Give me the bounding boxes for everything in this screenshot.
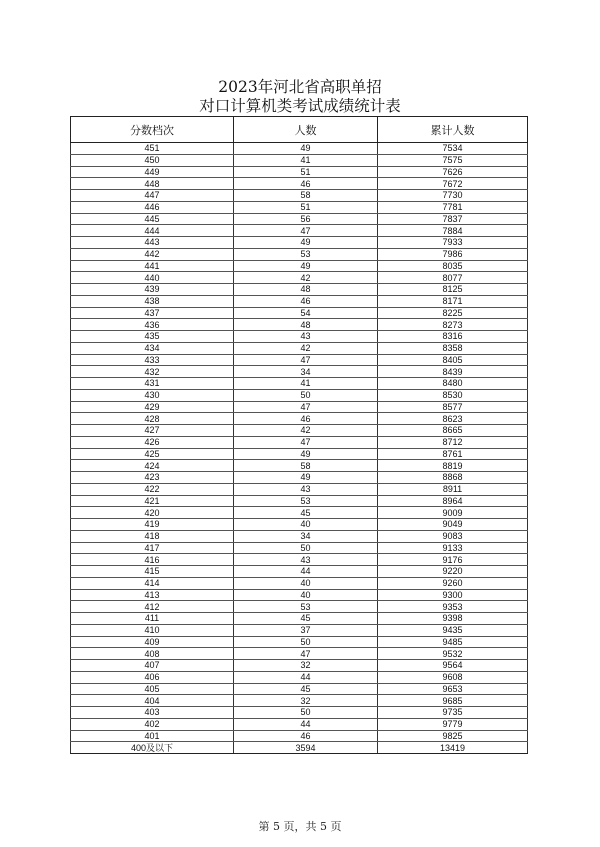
score-band-cell: 413	[71, 589, 234, 601]
cumulative-count-cell: 7730	[378, 190, 528, 202]
table-row	[71, 577, 528, 589]
score-band-cell: 442	[71, 248, 234, 260]
table-row	[71, 460, 528, 472]
table-row	[71, 448, 528, 460]
score-band-cell: 414	[71, 577, 234, 589]
score-band-cell: 422	[71, 483, 234, 495]
cumulative-count-cell: 9608	[378, 671, 528, 683]
count-cell: 51	[234, 166, 378, 178]
score-band-cell: 410	[71, 624, 234, 636]
score-band-cell: 435	[71, 331, 234, 343]
score-band-cell: 404	[71, 695, 234, 707]
cumulative-count-cell: 8530	[378, 389, 528, 401]
table-row	[71, 225, 528, 237]
cumulative-count-cell: 9485	[378, 636, 528, 648]
cumulative-count-cell: 8358	[378, 342, 528, 354]
score-band-cell: 415	[71, 566, 234, 578]
score-band-cell: 420	[71, 507, 234, 519]
count-cell: 58	[234, 190, 378, 202]
count-cell: 49	[234, 260, 378, 272]
cumulative-count-cell: 9779	[378, 718, 528, 730]
cumulative-count-cell: 7575	[378, 154, 528, 166]
table-row	[71, 636, 528, 648]
score-band-cell: 401	[71, 730, 234, 742]
cumulative-count-cell: 8273	[378, 319, 528, 331]
table-row	[71, 530, 528, 542]
cumulative-count-cell: 7837	[378, 213, 528, 225]
table-row	[71, 707, 528, 719]
cumulative-count-cell: 7626	[378, 166, 528, 178]
score-band-cell: 428	[71, 413, 234, 425]
cumulative-count-cell: 8911	[378, 483, 528, 495]
cumulative-count-cell: 8439	[378, 366, 528, 378]
count-cell: 46	[234, 295, 378, 307]
count-cell: 43	[234, 331, 378, 343]
cumulative-count-cell: 8819	[378, 460, 528, 472]
score-band-cell: 450	[71, 154, 234, 166]
score-band-cell: 412	[71, 601, 234, 613]
score-band-cell: 405	[71, 683, 234, 695]
score-band-cell: 409	[71, 636, 234, 648]
count-cell: 49	[234, 472, 378, 484]
count-cell: 43	[234, 483, 378, 495]
score-band-cell: 433	[71, 354, 234, 366]
count-cell: 48	[234, 319, 378, 331]
table-row	[71, 154, 528, 166]
cumulative-count-cell: 8316	[378, 331, 528, 343]
table-row	[71, 483, 528, 495]
cumulative-count-cell: 7781	[378, 201, 528, 213]
count-cell: 50	[234, 389, 378, 401]
count-cell: 46	[234, 413, 378, 425]
count-cell: 37	[234, 624, 378, 636]
table-row	[71, 613, 528, 625]
count-cell: 40	[234, 519, 378, 531]
count-cell: 53	[234, 248, 378, 260]
count-cell: 46	[234, 730, 378, 742]
cumulative-count-cell: 8761	[378, 448, 528, 460]
score-band-cell: 423	[71, 472, 234, 484]
table-row	[71, 683, 528, 695]
score-band-cell: 432	[71, 366, 234, 378]
score-band-cell: 447	[71, 190, 234, 202]
table-row	[71, 695, 528, 707]
count-cell: 46	[234, 178, 378, 190]
score-band-cell: 418	[71, 530, 234, 542]
cumulative-count-cell: 8225	[378, 307, 528, 319]
table-row	[71, 201, 528, 213]
table-row	[71, 401, 528, 413]
table-body	[71, 143, 528, 754]
table-row	[71, 389, 528, 401]
score-band-cell: 425	[71, 448, 234, 460]
table-row	[71, 742, 528, 754]
column-header-score-band: 分数档次	[71, 117, 234, 143]
count-cell: 56	[234, 213, 378, 225]
score-band-cell: 436	[71, 319, 234, 331]
count-cell: 32	[234, 660, 378, 672]
count-cell: 53	[234, 601, 378, 613]
count-cell: 45	[234, 507, 378, 519]
table-row	[71, 248, 528, 260]
table-header-row	[71, 117, 528, 143]
score-band-cell: 400及以下	[71, 742, 234, 754]
table-row	[71, 354, 528, 366]
cumulative-count-cell: 8480	[378, 378, 528, 390]
count-cell: 44	[234, 671, 378, 683]
count-cell: 45	[234, 613, 378, 625]
count-cell: 47	[234, 648, 378, 660]
cumulative-count-cell: 9353	[378, 601, 528, 613]
cumulative-count-cell: 8577	[378, 401, 528, 413]
table-row	[71, 601, 528, 613]
cumulative-count-cell: 9260	[378, 577, 528, 589]
cumulative-count-cell: 9564	[378, 660, 528, 672]
cumulative-count-cell: 8035	[378, 260, 528, 272]
table-row	[71, 554, 528, 566]
table-row	[71, 648, 528, 660]
count-cell: 44	[234, 718, 378, 730]
table-row	[71, 624, 528, 636]
table-row	[71, 495, 528, 507]
score-band-cell: 441	[71, 260, 234, 272]
table-row	[71, 295, 528, 307]
score-band-cell: 439	[71, 284, 234, 296]
table-row	[71, 718, 528, 730]
count-cell: 50	[234, 542, 378, 554]
table-row	[71, 472, 528, 484]
score-band-cell: 446	[71, 201, 234, 213]
count-cell: 32	[234, 695, 378, 707]
table-row	[71, 237, 528, 249]
score-band-cell: 407	[71, 660, 234, 672]
score-band-cell: 411	[71, 613, 234, 625]
table-row	[71, 507, 528, 519]
table-row	[71, 260, 528, 272]
cumulative-count-cell: 13419	[378, 742, 528, 754]
table-row	[71, 366, 528, 378]
score-band-cell: 408	[71, 648, 234, 660]
cumulative-count-cell: 9176	[378, 554, 528, 566]
table-row	[71, 542, 528, 554]
score-band-cell: 406	[71, 671, 234, 683]
count-cell: 42	[234, 342, 378, 354]
table-row	[71, 378, 528, 390]
score-band-cell: 438	[71, 295, 234, 307]
count-cell: 40	[234, 589, 378, 601]
cumulative-count-cell: 9532	[378, 648, 528, 660]
table-row	[71, 190, 528, 202]
column-header-count: 人数	[234, 117, 378, 143]
score-band-cell: 427	[71, 425, 234, 437]
cumulative-count-cell: 7933	[378, 237, 528, 249]
cumulative-count-cell: 9133	[378, 542, 528, 554]
cumulative-count-cell: 9685	[378, 695, 528, 707]
document-title: 2023年河北省高职单招	[218, 78, 382, 96]
table-row	[71, 671, 528, 683]
count-cell: 42	[234, 425, 378, 437]
count-cell: 41	[234, 154, 378, 166]
score-band-cell: 430	[71, 389, 234, 401]
cumulative-count-cell: 7986	[378, 248, 528, 260]
score-band-cell: 431	[71, 378, 234, 390]
cumulative-count-cell: 9300	[378, 589, 528, 601]
score-band-cell: 449	[71, 166, 234, 178]
score-band-cell: 440	[71, 272, 234, 284]
count-cell: 3594	[234, 742, 378, 754]
table-row	[71, 660, 528, 672]
table-row	[71, 307, 528, 319]
cumulative-count-cell: 7672	[378, 178, 528, 190]
table-row	[71, 566, 528, 578]
score-band-cell: 434	[71, 342, 234, 354]
table-row	[71, 284, 528, 296]
cumulative-count-cell: 9049	[378, 519, 528, 531]
cumulative-count-cell: 8623	[378, 413, 528, 425]
score-band-cell: 421	[71, 495, 234, 507]
cumulative-count-cell: 7884	[378, 225, 528, 237]
count-cell: 44	[234, 566, 378, 578]
cumulative-count-cell: 9735	[378, 707, 528, 719]
table-row	[71, 178, 528, 190]
table-row	[71, 166, 528, 178]
score-band-cell: 437	[71, 307, 234, 319]
cumulative-count-cell: 9435	[378, 624, 528, 636]
cumulative-count-cell: 9653	[378, 683, 528, 695]
cumulative-count-cell: 9083	[378, 530, 528, 542]
count-cell: 41	[234, 378, 378, 390]
score-band-cell: 451	[71, 143, 234, 155]
table-row	[71, 436, 528, 448]
table-row	[71, 319, 528, 331]
cumulative-count-cell: 8665	[378, 425, 528, 437]
table-row	[71, 213, 528, 225]
count-cell: 47	[234, 354, 378, 366]
score-band-cell: 445	[71, 213, 234, 225]
count-cell: 50	[234, 636, 378, 648]
count-cell: 40	[234, 577, 378, 589]
score-band-cell: 416	[71, 554, 234, 566]
count-cell: 42	[234, 272, 378, 284]
table-row	[71, 413, 528, 425]
score-statistics-table	[70, 116, 528, 754]
count-cell: 50	[234, 707, 378, 719]
score-band-cell: 448	[71, 178, 234, 190]
count-cell: 54	[234, 307, 378, 319]
table-row	[71, 730, 528, 742]
cumulative-count-cell: 9009	[378, 507, 528, 519]
count-cell: 49	[234, 143, 378, 155]
table-row	[71, 342, 528, 354]
table-row	[71, 519, 528, 531]
cumulative-count-cell: 9398	[378, 613, 528, 625]
count-cell: 49	[234, 448, 378, 460]
score-band-cell: 424	[71, 460, 234, 472]
cumulative-count-cell: 7534	[378, 143, 528, 155]
count-cell: 48	[234, 284, 378, 296]
cumulative-count-cell: 8077	[378, 272, 528, 284]
document-subtitle: 对口计算机类考试成绩统计表	[199, 97, 401, 115]
score-band-cell: 426	[71, 436, 234, 448]
score-band-cell: 443	[71, 237, 234, 249]
count-cell: 47	[234, 401, 378, 413]
cumulative-count-cell: 9825	[378, 730, 528, 742]
table-row	[71, 331, 528, 343]
score-band-cell: 402	[71, 718, 234, 730]
count-cell: 34	[234, 530, 378, 542]
count-cell: 47	[234, 225, 378, 237]
cumulative-count-cell: 8171	[378, 295, 528, 307]
cumulative-count-cell: 8964	[378, 495, 528, 507]
column-header-cumulative: 累计人数	[378, 117, 528, 143]
page-footer: 第 5 页，共 5 页	[258, 820, 342, 833]
table-row	[71, 425, 528, 437]
cumulative-count-cell: 9220	[378, 566, 528, 578]
count-cell: 43	[234, 554, 378, 566]
count-cell: 47	[234, 436, 378, 448]
score-band-cell: 444	[71, 225, 234, 237]
count-cell: 53	[234, 495, 378, 507]
table-row	[71, 272, 528, 284]
cumulative-count-cell: 8712	[378, 436, 528, 448]
table-row	[71, 589, 528, 601]
count-cell: 49	[234, 237, 378, 249]
cumulative-count-cell: 8125	[378, 284, 528, 296]
table-row	[71, 143, 528, 155]
cumulative-count-cell: 8868	[378, 472, 528, 484]
score-band-cell: 419	[71, 519, 234, 531]
count-cell: 58	[234, 460, 378, 472]
cumulative-count-cell: 8405	[378, 354, 528, 366]
score-band-cell: 403	[71, 707, 234, 719]
score-band-cell: 417	[71, 542, 234, 554]
count-cell: 34	[234, 366, 378, 378]
count-cell: 45	[234, 683, 378, 695]
count-cell: 51	[234, 201, 378, 213]
score-band-cell: 429	[71, 401, 234, 413]
